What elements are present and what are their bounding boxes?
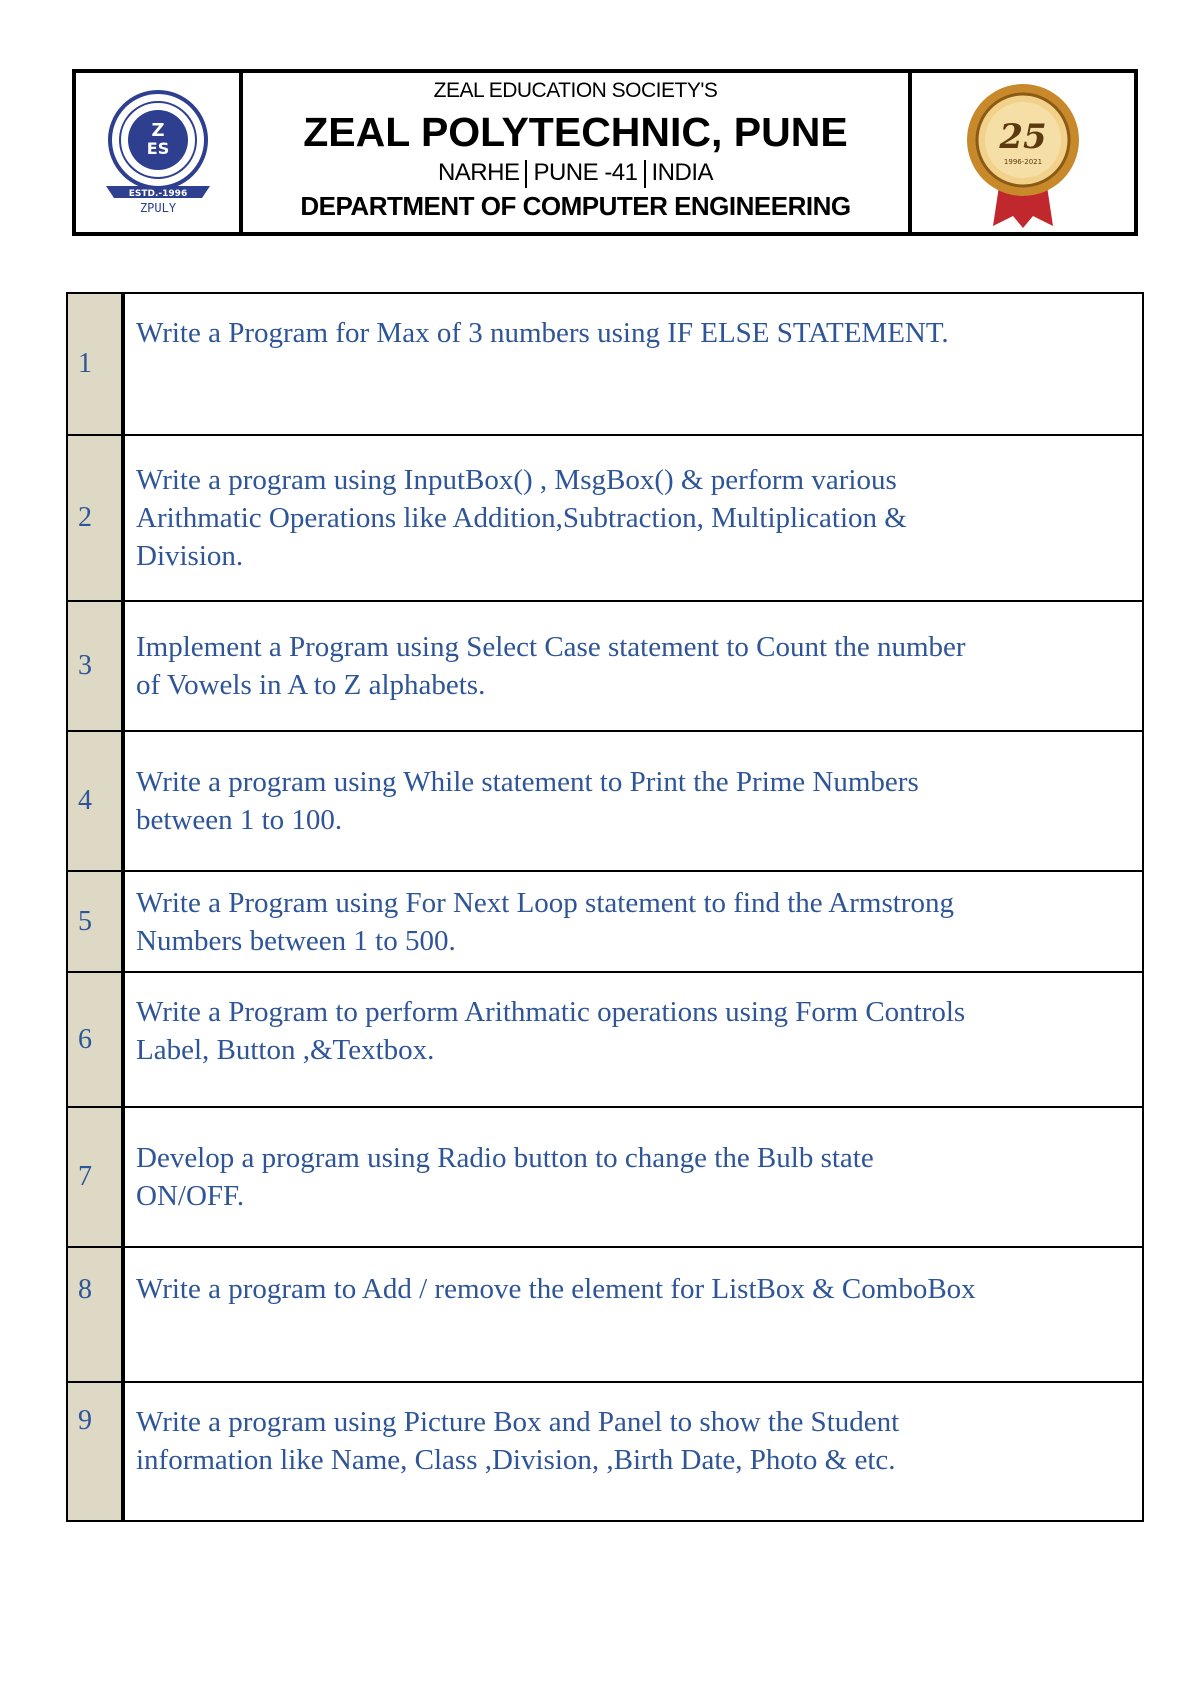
row-task [123, 293, 1143, 435]
practical-list-table [66, 292, 1144, 1522]
svg-text:1996-2021: 1996-2021 [1003, 157, 1043, 166]
task-line: Write a program using While statement to Print the Prime Numbers [136, 766, 919, 798]
address-separator [525, 160, 527, 188]
svg-text:ES: ES [146, 138, 169, 158]
address-city: PUNE -41 [533, 159, 638, 186]
row-number: 5 [67, 871, 123, 972]
row-number: 1 [67, 293, 123, 435]
table-row [67, 731, 1143, 871]
row-number: 6 [67, 972, 123, 1107]
task-line: Arithmatic Operations like Addition,Subtraction, Multiplication & [136, 502, 907, 534]
task-line: of Vowels in A to Z alphabets. [136, 669, 486, 701]
row-number: 2 [67, 435, 123, 601]
row-number: 3 [67, 601, 123, 731]
address-separator [644, 160, 646, 188]
task-line: information like Name, Class ,Division, ,Birth Date, Photo & etc. [136, 1444, 896, 1476]
svg-text:ESTD.-1996: ESTD.-1996 [128, 188, 187, 199]
letterhead [72, 69, 1138, 236]
task-line: Division. [136, 540, 244, 572]
task-line: Write a Program using For Next Loop statement to find the Armstrong [136, 886, 954, 919]
table-row [67, 1247, 1143, 1382]
svg-text:ZPULY: ZPULY [139, 200, 176, 215]
svg-text:25: 25 [999, 116, 1047, 157]
task-line: between 1 to 100. [136, 804, 343, 836]
svg-text:Z: Z [150, 119, 165, 141]
task-line: Write a program to Add / remove the element for ListBox & ComboBox [136, 1273, 976, 1305]
row-number: 7 [67, 1107, 123, 1247]
table-row [67, 1107, 1143, 1247]
anniversary-badge-icon [963, 78, 1083, 228]
task-line: ON/OFF. [136, 1180, 245, 1212]
badge-cell [912, 73, 1134, 232]
table-row [67, 972, 1143, 1107]
table-row [67, 293, 1143, 435]
row-number: 9 [67, 1382, 123, 1521]
task-line: Develop a program using Radio button to change the Bulb state [136, 1142, 874, 1174]
address-country: INDIA [651, 159, 714, 186]
task-line: Write a Program for Max of 3 numbers using IF ELSE STATEMENT. [136, 317, 949, 349]
task-line: Write a program using Picture Box and Panel to show the Student [136, 1406, 900, 1438]
row-task [123, 1382, 1143, 1521]
address-area: NARHE [437, 159, 520, 186]
college-name: ZEAL POLYTECHNIC, PUNE [303, 109, 848, 155]
row-task [123, 435, 1143, 601]
society-name: ZEAL EDUCATION SOCIETY'S [433, 79, 718, 102]
task-line: Write a program using InputBox() , MsgBox() & perform various [136, 464, 897, 496]
row-task [123, 871, 1143, 972]
row-task [123, 972, 1143, 1107]
task-line: Numbers between 1 to 500. [136, 924, 456, 957]
task-line: Implement a Program using Select Case statement to Count the number [136, 631, 966, 663]
task-line: Label, Button ,&Textbox. [136, 1034, 435, 1066]
row-task [123, 731, 1143, 871]
row-task [123, 601, 1143, 731]
logo-cell [76, 73, 243, 232]
row-number: 8 [67, 1247, 123, 1382]
college-title-block [243, 73, 912, 232]
college-address [243, 159, 908, 188]
table-row [67, 1382, 1143, 1521]
row-number: 4 [67, 731, 123, 871]
table-row [67, 601, 1143, 731]
department-name: DEPARTMENT OF COMPUTER ENGINEERING [300, 190, 851, 221]
row-task [123, 1107, 1143, 1247]
table-row [67, 435, 1143, 601]
task-line: Write a Program to perform Arithmatic operations using Form Controls [136, 996, 966, 1028]
table-row [67, 871, 1143, 972]
row-task [123, 1247, 1143, 1382]
zeal-emblem-logo [98, 88, 218, 218]
